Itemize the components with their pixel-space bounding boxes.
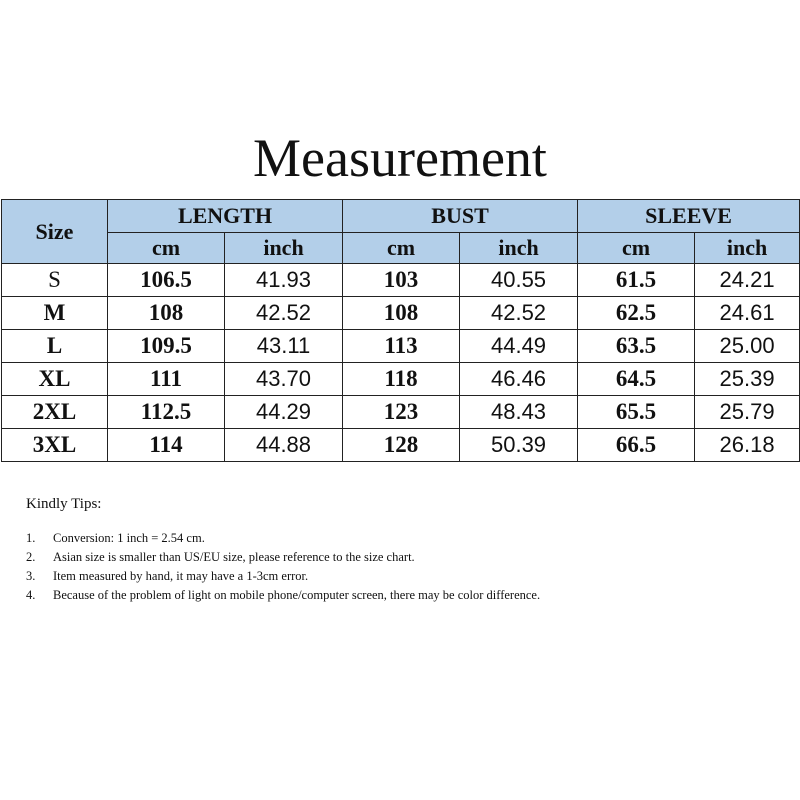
size-column-header: Size — [2, 200, 108, 264]
sleeve-cm-cell: 63.5 — [578, 330, 695, 363]
bust-inch-cell: 46.46 — [460, 363, 578, 396]
tip-number: 1. — [26, 531, 36, 545]
sleeve-cm-cell: 62.5 — [578, 297, 695, 330]
list-item — [26, 567, 663, 586]
length-header: LENGTH — [108, 200, 343, 233]
sleeve-inch-cell: 26.18 — [695, 429, 800, 462]
kindly-tips — [26, 496, 663, 605]
bust-inch-cell: 50.39 — [460, 429, 578, 462]
size-cell: S — [2, 264, 108, 297]
tip-text: Asian size is smaller than US/EU size, please reference to the size chart. — [53, 550, 415, 564]
length-inch-cell: 44.29 — [225, 396, 343, 429]
length-inch-cell: 44.88 — [225, 429, 343, 462]
length-cm-cell: 106.5 — [108, 264, 225, 297]
sleeve-header: SLEEVE — [578, 200, 800, 233]
length-cm-cell: 114 — [108, 429, 225, 462]
sleeve-cm-cell: 65.5 — [578, 396, 695, 429]
unit-header-cm: cm — [343, 233, 460, 264]
bust-cm-cell: 118 — [343, 363, 460, 396]
tip-number: 3. — [26, 569, 36, 583]
length-inch-cell: 41.93 — [225, 264, 343, 297]
size-cell: M — [2, 297, 108, 330]
table-row — [2, 363, 800, 396]
tip-text: Because of the problem of light on mobile phone/computer screen, there may be color difference. — [53, 588, 541, 602]
unit-header-inch: inch — [460, 233, 578, 264]
unit-header-cm: cm — [108, 233, 225, 264]
table-row — [2, 264, 800, 297]
length-cm-cell: 109.5 — [108, 330, 225, 363]
length-inch-cell: 42.52 — [225, 297, 343, 330]
table-row — [2, 330, 800, 363]
tip-number: 2. — [26, 550, 36, 564]
length-cm-cell: 112.5 — [108, 396, 225, 429]
unit-header-inch: inch — [695, 233, 800, 264]
bust-inch-cell: 40.55 — [460, 264, 578, 297]
table-row — [2, 297, 800, 330]
table-row — [2, 396, 800, 429]
bust-cm-cell: 128 — [343, 429, 460, 462]
unit-header-cm: cm — [578, 233, 695, 264]
tip-text: Item measured by hand, it may have a 1-3cm error. — [53, 569, 309, 583]
bust-inch-cell: 48.43 — [460, 396, 578, 429]
table-row — [2, 429, 800, 462]
list-item — [26, 548, 663, 567]
list-item — [26, 586, 663, 605]
length-cm-cell: 111 — [108, 363, 225, 396]
tip-text: Conversion: 1 inch = 2.54 cm. — [53, 531, 205, 545]
bust-cm-cell: 123 — [343, 396, 460, 429]
unit-header-inch: inch — [225, 233, 343, 264]
size-cell: L — [2, 330, 108, 363]
tips-title: Kindly Tips: — [26, 496, 102, 512]
size-cell: XL — [2, 363, 108, 396]
bust-cm-cell: 113 — [343, 330, 460, 363]
bust-header: BUST — [343, 200, 578, 233]
length-cm-cell: 108 — [108, 297, 225, 330]
size-chart-table — [1, 199, 800, 462]
tip-number: 4. — [26, 588, 36, 602]
size-cell: 2XL — [2, 396, 108, 429]
length-inch-cell: 43.70 — [225, 363, 343, 396]
bust-inch-cell: 44.49 — [460, 330, 578, 363]
bust-cm-cell: 108 — [343, 297, 460, 330]
size-cell: 3XL — [2, 429, 108, 462]
list-item — [26, 529, 663, 548]
bust-inch-cell: 42.52 — [460, 297, 578, 330]
sleeve-cm-cell: 61.5 — [578, 264, 695, 297]
tips-list — [26, 529, 663, 605]
sleeve-cm-cell: 66.5 — [578, 429, 695, 462]
sleeve-inch-cell: 24.61 — [695, 297, 800, 330]
length-inch-cell: 43.11 — [225, 330, 343, 363]
sleeve-inch-cell: 25.39 — [695, 363, 800, 396]
bust-cm-cell: 103 — [343, 264, 460, 297]
sleeve-inch-cell: 25.00 — [695, 330, 800, 363]
sleeve-inch-cell: 24.21 — [695, 264, 800, 297]
sleeve-cm-cell: 64.5 — [578, 363, 695, 396]
page-title: Measurement — [253, 128, 547, 188]
sleeve-inch-cell: 25.79 — [695, 396, 800, 429]
